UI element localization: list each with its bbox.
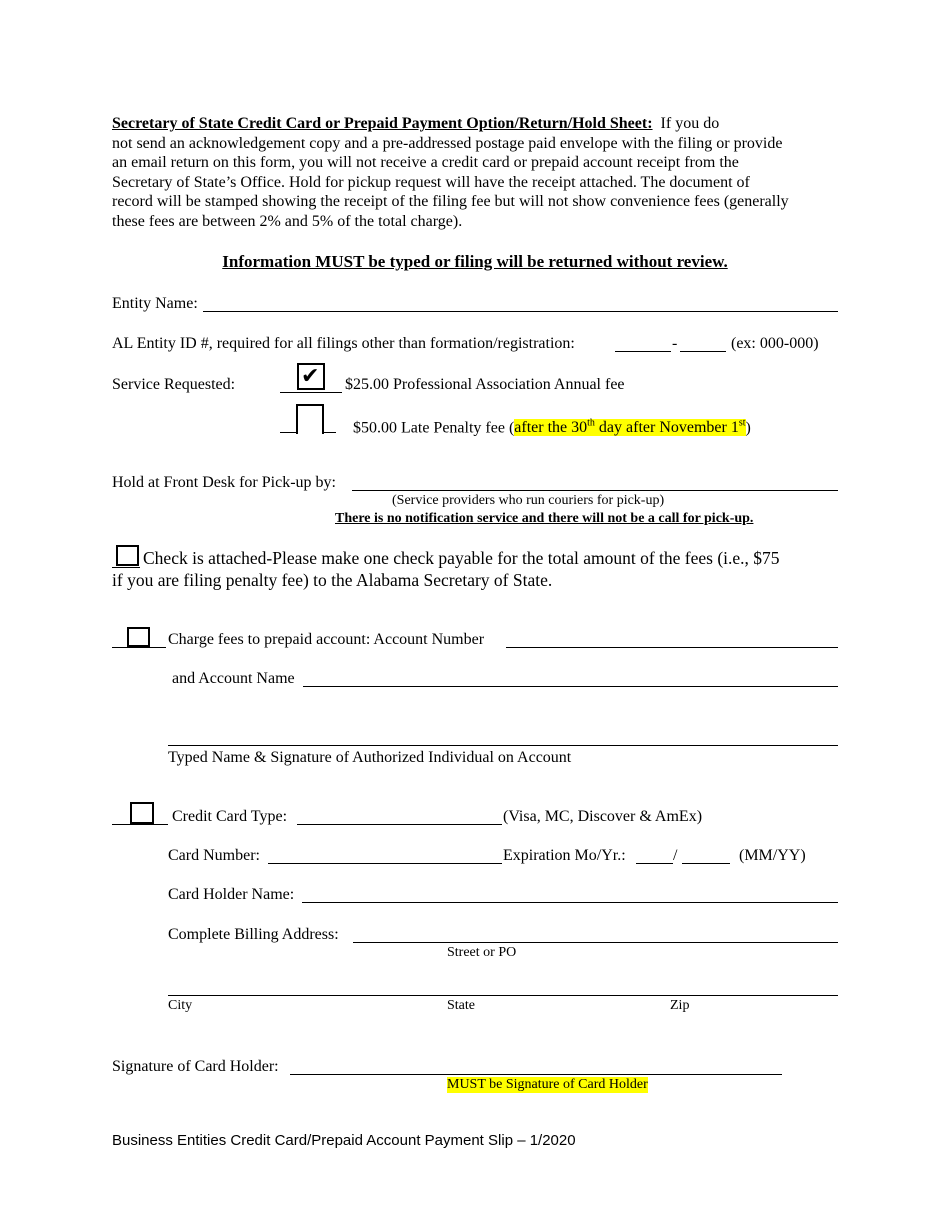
- intro-line-1: [112, 114, 719, 134]
- prepaid-underline: [112, 647, 166, 648]
- service-option2-checkbox[interactable]: [296, 404, 324, 434]
- card-type-field[interactable]: [297, 824, 502, 825]
- card-holder-signature-label: Signature of Card Holder:: [112, 1058, 279, 1075]
- credit-card-checkbox[interactable]: [130, 802, 154, 824]
- entity-id-part1-field[interactable]: [615, 351, 671, 352]
- late-fee-text: $50.00 Late Penalty fee (: [353, 419, 515, 437]
- intro-line-2: not send an acknowledgement copy and a pre-addressed postage paid envelope with the filing or provide: [112, 135, 783, 152]
- intro-line-6: these fees are between 2% and 5% of the total charge).: [112, 213, 463, 230]
- check-attached-line-1: Check is attached-Please make one check payable for the total amount of the fees (i.e., $75: [143, 548, 780, 568]
- service-requested-label: Service Requested:: [112, 376, 236, 393]
- prepaid-account-number-field[interactable]: [506, 647, 838, 648]
- entity-id-separator: -: [672, 335, 678, 352]
- expiration-hint: (MM/YY): [739, 847, 806, 864]
- city-caption: City: [168, 998, 193, 1013]
- service-option1-underline: [280, 392, 342, 393]
- entity-id-label: AL Entity ID #, required for all filings other than formation/registration:: [112, 335, 575, 352]
- late-fee-sup2: st: [738, 418, 746, 429]
- late-fee-close: ): [745, 419, 751, 437]
- entity-id-part2-field[interactable]: [680, 351, 726, 352]
- checkmark-icon: ✔: [301, 364, 320, 389]
- service-option2-label: [353, 414, 751, 438]
- billing-address-label: Complete Billing Address:: [168, 926, 339, 943]
- intro-title: Secretary of State Credit Card or Prepaid Payment Option/Return/Hold Sheet:: [112, 115, 653, 132]
- intro-line-1-text: If you do: [660, 115, 720, 132]
- card-number-field[interactable]: [268, 863, 502, 864]
- hold-pickup-field[interactable]: [352, 490, 838, 491]
- entity-name-field[interactable]: [203, 311, 838, 312]
- billing-street-field[interactable]: [353, 942, 838, 943]
- expiration-label: Expiration Mo/Yr.:: [503, 847, 626, 864]
- late-fee-hl-a: after the 30: [514, 419, 588, 437]
- hold-pickup-label: Hold at Front Desk for Pick-up by:: [112, 474, 336, 491]
- check-attached-checkbox[interactable]: [116, 545, 139, 566]
- signature-note: MUST be Signature of Card Holder: [447, 1077, 648, 1092]
- card-underline: [112, 824, 168, 825]
- late-fee-sup1: th: [587, 418, 595, 429]
- card-holder-signature-field[interactable]: [290, 1074, 782, 1075]
- check-underline: [112, 567, 140, 568]
- expiration-month-field[interactable]: [636, 863, 673, 864]
- card-holder-name-field[interactable]: [302, 902, 838, 903]
- entity-name-label: Entity Name:: [112, 295, 198, 312]
- intro-line-5: record will be stamped showing the receipt of the filing fee but will not show convenience fees (generally: [112, 193, 789, 210]
- state-caption: State: [447, 998, 475, 1013]
- entity-id-example: (ex: 000-000): [731, 335, 819, 352]
- expiration-year-field[interactable]: [682, 863, 730, 864]
- late-fee-hl-b: day after November 1: [594, 419, 739, 437]
- service-option1-label: $25.00 Professional Association Annual fee: [345, 376, 625, 393]
- prepaid-account-name-field[interactable]: [303, 686, 838, 687]
- prepaid-account-name-label: and Account Name: [172, 670, 295, 687]
- authorized-signature-field[interactable]: [168, 745, 838, 746]
- billing-city-state-zip-field[interactable]: [168, 995, 838, 996]
- zip-caption: Zip: [670, 998, 690, 1013]
- card-type-hint: (Visa, MC, Discover & AmEx): [503, 808, 703, 825]
- late-fee-highlight: [514, 419, 745, 436]
- hold-note-couriers: (Service providers who run couriers for pick-up): [392, 493, 665, 508]
- intro-line-3: an email return on this form, you will not receive a credit card or prepaid account receipt from the: [112, 154, 739, 171]
- street-caption: Street or PO: [447, 945, 517, 960]
- intro-line-4: Secretary of State’s Office. Hold for pickup request will have the receipt attached. The document of: [112, 174, 750, 191]
- check-attached-line-2: if you are filing penalty fee) to the Alabama Secretary of State.: [112, 570, 553, 590]
- expiration-separator: /: [673, 847, 678, 864]
- footer-form-id: Business Entities Credit Card/Prepaid Account Payment Slip – 1/2020: [112, 1132, 576, 1149]
- authorized-signature-caption: Typed Name & Signature of Authorized Individual on Account: [168, 749, 572, 766]
- card-holder-name-label: Card Holder Name:: [168, 886, 295, 903]
- hold-note-no-notification: There is no notification service and there will not be a call for pick-up.: [335, 511, 754, 526]
- typed-warning-heading: Information MUST be typed or filing will be returned without review.: [222, 252, 728, 271]
- prepaid-account-number-label: Charge fees to prepaid account: Account Number: [168, 631, 485, 648]
- service-option1-checkbox[interactable]: [297, 363, 325, 390]
- prepaid-account-checkbox[interactable]: [127, 627, 150, 647]
- card-number-label: Card Number:: [168, 847, 260, 864]
- card-type-label: Credit Card Type:: [172, 808, 288, 825]
